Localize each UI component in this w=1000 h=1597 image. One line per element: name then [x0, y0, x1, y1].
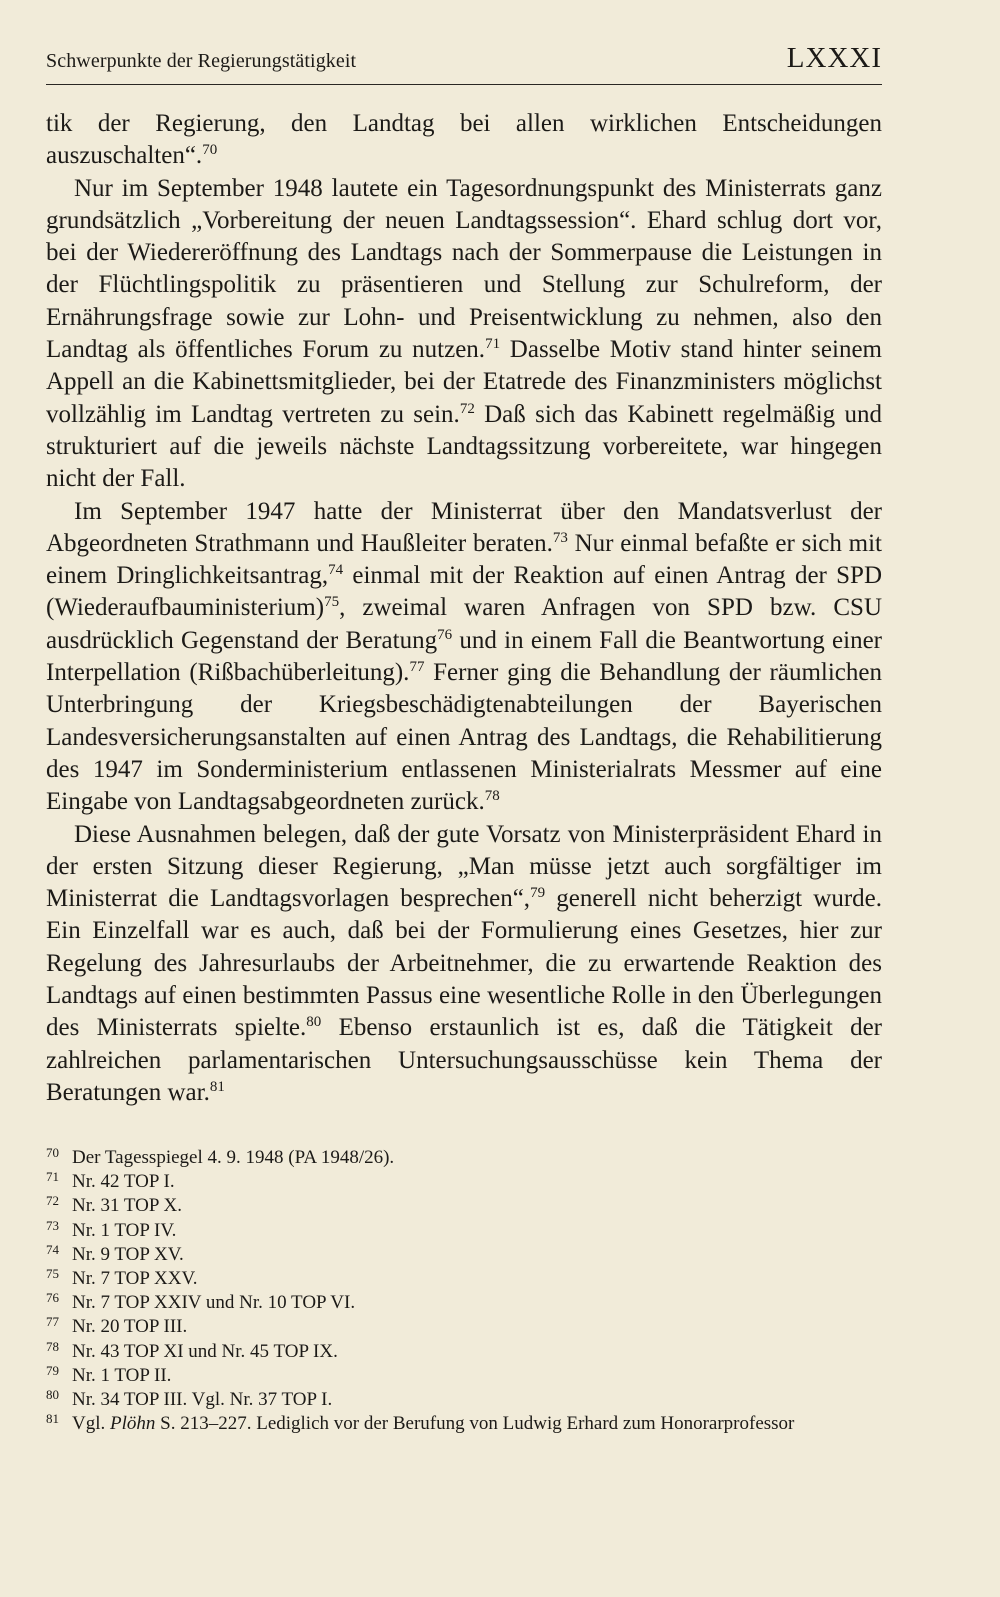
footnote-reference: 78: [484, 788, 500, 805]
footnote-text: [72, 1170, 882, 1194]
footnote-number: 80: [46, 1387, 59, 1403]
footnote-reference: 80: [306, 1014, 322, 1031]
footnote-prefix: Vgl.: [72, 1413, 110, 1435]
footnote-reference: 76: [437, 626, 453, 643]
footnote-body: Nr. 20 TOP III.: [72, 1316, 188, 1338]
footnote-number: 74: [46, 1241, 59, 1257]
text-run: Nur einmal befaßte er sich mit einem Dringlichkeitsantrag,: [46, 529, 882, 590]
footnote-body: Nr. 34 TOP III. Vgl. Nr. 37 TOP I.: [72, 1389, 333, 1411]
footnote-reference: 70: [202, 142, 218, 159]
footnote: [46, 1170, 882, 1194]
footnote-body: Der Tagesspiegel 4. 9. 1948 (PA 1948/26).: [72, 1147, 395, 1168]
paragraph: [46, 496, 882, 819]
paragraph: [46, 108, 882, 173]
footnote-reference: 73: [552, 529, 568, 546]
text-run: Diese Ausnahmen belegen, daß der gute Vorsatz von Ministerpräsident Ehard in der ersten Sitzung dieser Regierung, „Man müsse jetzt auch sorgfältiger im Ministerrat die Landtagsvorlagen besprechen“,: [46, 820, 882, 913]
footnote-number: 79: [46, 1362, 59, 1378]
footnote: [46, 1291, 882, 1315]
footnote-text: [72, 1315, 882, 1339]
running-title: Schwerpunkte der Regierungstätigkeit: [46, 50, 357, 72]
footnote-body: Nr. 1 TOP IV.: [72, 1219, 177, 1241]
footnote-number: 78: [46, 1338, 59, 1354]
footnote: [46, 1388, 882, 1412]
footnote: [46, 1412, 882, 1436]
footnote-text: [72, 1146, 882, 1170]
footnote-reference: 81: [209, 1078, 225, 1095]
footnote-text: [72, 1291, 882, 1315]
footnote-text: [72, 1219, 882, 1243]
footnote-body: Nr. 43 TOP XI und Nr. 45 TOP IX.: [72, 1340, 338, 1362]
footnote-text: [72, 1243, 882, 1267]
footnote-body: S. 213–227. Lediglich vor der Berufung von Ludwig Erhard zum Honorarprofessor: [155, 1413, 795, 1435]
footnote-body: Nr. 1 TOP II.: [72, 1364, 172, 1386]
footnote-number: 70: [46, 1145, 59, 1160]
paragraph: [46, 173, 882, 496]
footnote: [46, 1340, 882, 1364]
text-run: Dasselbe Motiv stand hinter seinem Appell an die Kabinettsmitglieder, bei der Etatrede des Finanzministers möglichst vollzählig im Landtag vertreten zu sein.: [46, 336, 882, 428]
footnote-reference: 71: [485, 336, 501, 353]
footnote: [46, 1219, 882, 1243]
footnote-author: Plöhn: [110, 1413, 156, 1435]
footnote-number: 72: [46, 1193, 59, 1209]
footnote-number: 76: [46, 1290, 59, 1306]
text-run: und in einem Fall die Beantwortung einer Interpellation (Rißbachüberleitung).: [46, 626, 883, 687]
footnote-text: [72, 1267, 882, 1291]
footnote: [46, 1364, 882, 1388]
footnote-number: 73: [46, 1217, 59, 1233]
footnote-body: Nr. 9 TOP XV.: [72, 1243, 184, 1265]
footnote-reference: 75: [324, 594, 340, 611]
text-run: Ebenso erstaunlich ist es, daß die Tätigkeit der zahlreichen parlamentarischen Untersuchungsausschüsse kein Thema der Beratungen war.: [46, 1014, 883, 1106]
footnote-body: Nr. 31 TOP X.: [72, 1195, 182, 1217]
footnote-text: [72, 1194, 882, 1218]
footnote-number: 75: [46, 1266, 59, 1282]
text-run: Daß sich das Kabinett regelmäßig und strukturiert auf die jeweils nächste Landtagssitzung vorbereitete, war hingegen nicht der Fall.: [46, 400, 882, 493]
footnote-number: 81: [46, 1411, 59, 1427]
footnote-reference: 74: [328, 562, 344, 579]
text-run: generell nicht beherzigt wurde. Ein Einzelfall war es auch, daß bei der Formulierung eines Gesetzes, hier zur Regelung des Jahresurlaubs der Arbeitnehmer, die zu erwartende Reaktion des Landtags auf einen bestimmten Passus eine wesentliche Rolle in den Überlegungen des Ministerrats spielte.: [46, 885, 883, 1042]
footnote: [46, 1146, 882, 1170]
running-header: [46, 40, 882, 85]
footnote-reference: 72: [459, 400, 475, 417]
footnote-body: Nr. 42 TOP I.: [72, 1171, 175, 1193]
text-run: , zweimal waren Anfragen von SPD bzw. CSU ausdrücklich Gegenstand der Beratung: [46, 594, 882, 654]
footnote: [46, 1267, 882, 1291]
footnote-number: 77: [46, 1314, 59, 1330]
book-page: [46, 0, 882, 1597]
footnote-text: [72, 1364, 882, 1388]
page-number: LXXXI: [786, 42, 882, 74]
footnote: [46, 1194, 882, 1218]
footnote-text: [72, 1388, 882, 1412]
text-run: Im September 1947 hatte der Ministerrat über den Mandatsverlust der Abgeordneten Strathmann und Haußleiter beraten.: [46, 497, 882, 557]
footnote-reference: 77: [409, 659, 425, 676]
footnote-text: [72, 1340, 882, 1364]
text-run: tik der Regierung, den Landtag bei allen wirklichen Entscheidungen auszuschalten“.: [46, 110, 882, 170]
paragraph: [46, 819, 882, 1110]
footnotes: [46, 1146, 882, 1436]
footnote-body: Nr. 7 TOP XXV.: [72, 1268, 198, 1290]
footnote: [46, 1243, 882, 1267]
footnote-reference: 79: [530, 885, 546, 902]
main-text: [46, 108, 882, 1109]
text-run: einmal mit der Reaktion auf einen Antrag der SPD (Wiederaufbauministerium): [46, 562, 883, 622]
footnote: [46, 1315, 882, 1339]
footnote-body: Nr. 7 TOP XXIV und Nr. 10 TOP VI.: [72, 1292, 356, 1314]
text-run: Nur im September 1948 lautete ein Tagesordnungspunkt des Ministerrats ganz grundsätzlich „Vorbereitung der neuen Landtagssession“. Ehard schlug dort vor, bei der Wiedereröffnung des Landtags nach der Sommerpause die Leistungen in der Flüchtlingspolitik zu präsentieren und Stellung zur Schulreform, der Ernährungsfrage sowie zur Lohn- und Preisentwicklung zu nehmen, also den Landtag als öffentliches Forum zu nutzen.: [46, 174, 882, 364]
footnote-number: 71: [46, 1169, 59, 1185]
footnote-text: [72, 1412, 882, 1436]
text-run: Ferner ging die Behandlung der räumlichen Unterbringung der Kriegsbeschädigtenabteilungen der Bayerischen Landesversicherungsanstalten auf einen Antrag des Landtags, die Rehabilitierung des 1947 im Sonderministerium entlassenen Ministerialrats Messmer auf eine Eingabe von Landtagsabgeordneten zurück.: [46, 659, 882, 816]
